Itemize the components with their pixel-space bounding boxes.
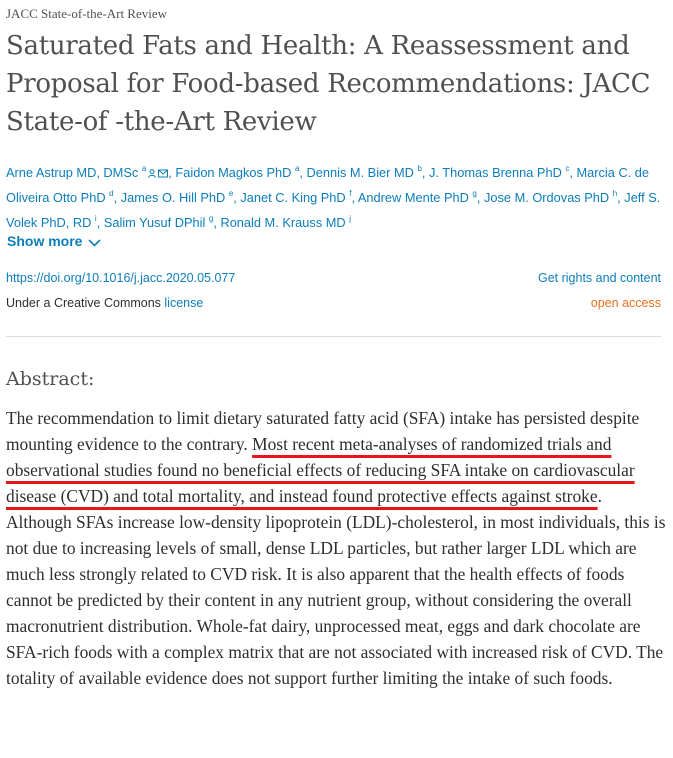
abstract-part-2: . Although SFAs increase low-density lipoprotein (LDL)-cholesterol, in most individuals, this is not due to increasing levels of small, dense LDL particles, but rather larger LDL which are much less strongly related to CVD risk. It is also apparent that the health effects of foods cannot be predicted by their content in any nutrient group, without considering the overall macronutrient distribution. Whole-fat dairy, unprocessed meat, eggs and dark chocolate are SFA-rich foods with a complex matrix that are not associated with increased risk of CVD. The totality of available evidence does not support further limiting the intake of such foods. [6, 486, 666, 688]
chevron-down-icon [88, 239, 101, 247]
author-link[interactable]: Arne Astrup MD, DMSc $^a$ [6, 164, 147, 180]
author-link[interactable]: Jeff S. Volek PhD, RD $^i$ [6, 190, 661, 230]
highlighted-text: Most recent meta-analyses of randomized trials and observational studies found no beneficial effects of reducing SFA intake on cardiovascular disease (CVD) and total mortality, and instead found protective effects against stroke [6, 434, 635, 506]
journal-label: JACC State-of-the-Art Review [6, 6, 168, 21]
abstract-text [6, 405, 668, 691]
author-link[interactable]: Jose M. Ordovas PhD $^h$ [483, 189, 618, 205]
doi-link[interactable]: https://doi.org/10.1016/j.jacc.2020.05.077 [6, 271, 236, 285]
abstract-heading: Abstract: [6, 368, 95, 390]
author-link[interactable]: Dennis M. Bier MD $^b$ [306, 164, 422, 180]
mail-icon[interactable] [158, 169, 168, 178]
divider [6, 336, 661, 337]
author-list: Arne Astrup MD, DMSc $^a$ , Faidon Magkos PhD $^a$, Dennis M. Bier MD $^b$, J. Thomas Brenna PhD $^c$, Marcia C. de Oliveira Otto PhD $^d$, James O. Hill PhD $^e$, Janet C. King PhD $^f$, Andrew Mente PhD $^g$, Jose M. Ordovas PhD $^h$, Jeff S. Volek PhD, RD $^i$, Salim Yusuf DPhil $^g$, Ronald M. Krauss MD $^j$ [6, 164, 661, 230]
article-title: Saturated Fats and Health: A Reassessment and Proposal for Food-based Recommendations: JACC State-of -the-Art Review [6, 31, 651, 137]
license-line [6, 296, 203, 310]
rights-link[interactable]: Get rights and content [538, 271, 661, 285]
abstract-part-1: The recommendation to limit dietary saturated fatty acid (SFA) intake has persisted despite mounting evidence to the contrary. [6, 408, 640, 454]
license-prefix: Under a Creative Commons [6, 296, 165, 310]
show-more-button[interactable] [7, 233, 101, 249]
author-link[interactable]: Ronald M. Krauss MD $^j$ [220, 214, 351, 230]
author-link[interactable]: Andrew Mente PhD $^g$ [357, 189, 477, 205]
person-icon [148, 169, 156, 178]
author-link[interactable]: Janet C. King PhD $^f$ [240, 189, 352, 205]
author-link[interactable]: J. Thomas Brenna PhD $^c$ [429, 164, 570, 180]
author-link[interactable]: Marcia C. de Oliveira Otto PhD $^d$ [6, 165, 650, 205]
author-link[interactable]: Faidon Magkos PhD $^a$ [175, 164, 300, 180]
author-link[interactable]: James O. Hill PhD $^e$ [120, 189, 234, 205]
license-link[interactable]: license [164, 296, 204, 310]
open-access-badge: open access [590, 296, 661, 310]
author-link[interactable]: Salim Yusuf DPhil $^g$ [103, 214, 214, 230]
show-more-label: Show more [7, 233, 83, 249]
